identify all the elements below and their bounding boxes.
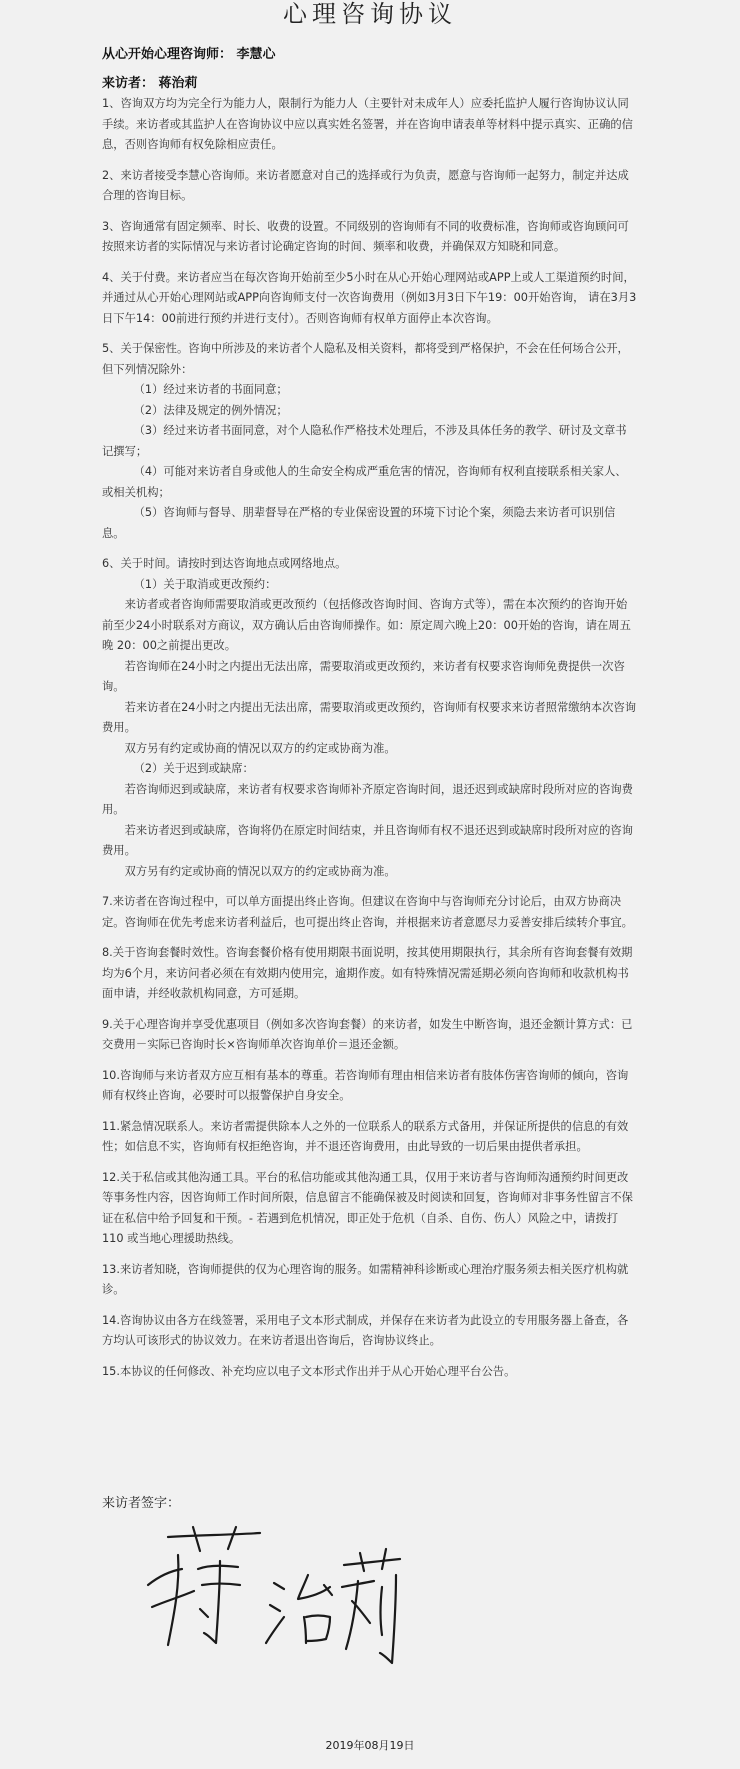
clause-11: 11.紧急情况联系人。来访者需提供除本人之外的一位联系人的联系方式备用，并保证所提供的信息的有效性；如信息不实，咨询师有权拒绝咨询，并不退还咨询费用，由此导致的一切后果由提供者承担。 <box>102 1119 629 1153</box>
clause-5: 5、关于保密性。咨询中所涉及的来访者个人隐私及相关资料，都将受到严格保护，不会在任何场合公开，但下列情况除外： <box>102 342 629 376</box>
clause-5-item: （5）咨询师与督导、朋辈督导在严格的专业保密设置的环境下讨论个案，须隐去来访者可识别信息。 <box>102 506 616 540</box>
clause-12: 12.关于私信或其他沟通工具。平台的私信功能或其他沟通工具，仅用于来访者与咨询师沟通预约时间更改等事务性内容，因咨询师工作时间所限，信息留言不能确保被及时阅读和回复，咨询师对非事务性留言不保证在私信中给予回复和干预。- 若遇到危机情况，即正处于危机（自杀、自伤、伤人）风险之中，请拨打 110 或当地心理援助热线。 <box>102 1170 633 1245</box>
client-line: 来访者： 蒋治莉 <box>102 76 198 91</box>
clause-14: 14.咨询协议由各方在线签署，采用电子文本形式制成，并保存在来访者为此设立的专用服务器上备查，各方均认可该形式的协议效力。在来访者退出咨询后，咨询协议终止。 <box>102 1313 629 1347</box>
clause-7: 7.来访者在咨询过程中，可以单方面提出终止咨询。但建议在咨询中与咨询师充分讨论后，由双方协商决定。咨询师在优先考虑来访者利益后，也可提出终止咨询，并根据来访者意愿尽力妥善安排后续转介事宜。 <box>102 895 633 929</box>
clause-5-item: （3）经过来访者书面同意，对个人隐私作严格技术处理后，不涉及具体任务的教学、研讨及文章书记撰写； <box>102 424 627 458</box>
document-title: 心理咨询协议 <box>283 0 457 28</box>
clause-6-item: （2）关于迟到或缺席： <box>133 762 254 775</box>
clause-2: 2、来访者接受李慧心咨询师。来访者愿意对自己的选择或行为负责，愿意与咨询师一起努力，制定并达成合理的咨询目标。 <box>102 168 629 202</box>
clause-6-item: （1）关于取消或更改预约： <box>133 577 277 591</box>
clause-6-item: 双方另有约定或协商的情况以双方的约定或协商为准。 <box>124 741 396 755</box>
clause-6-item: 来访者或者咨询师需要取消或更改预约（包括修改咨询时间、咨询方式等），需在本次预约的咨询开始前至少24小时联系对方商议，双方确认后由咨询师操作。如：原定周六晚上20：00开始的咨询，请在周五晚 20：00之前提出更改。 <box>102 598 631 652</box>
clause-5-item: （1）经过来访者的书面同意； <box>133 383 288 396</box>
agreement-body <box>102 94 637 1392</box>
clause-5-item: （2）法律及规定的例外情况； <box>133 403 288 417</box>
clause-6-item: 若来访者在24小时之内提出无法出席，需要取消或更改预约，咨询师有权要求来访者照常缴纳本次咨询费用。 <box>102 700 637 734</box>
counselor-line: 从心开始心理咨询师： 李慧心 <box>102 47 276 62</box>
clause-8: 8.关于咨询套餐时效性。咨询套餐价格有使用期限书面说明，按其使用期限执行，其余所有咨询套餐有效期均为6个月，来访问者必须在有效期内使用完，逾期作废。如有特殊情况需延期必须向咨询师和收款机构书面申请，并经收款机构同意，方可延期。 <box>102 946 633 1000</box>
handwritten-signature <box>138 1525 438 1675</box>
clause-6-item: 双方另有约定或协商的情况以双方的约定或协商为准。 <box>124 864 396 878</box>
clause-3: 3、咨询通常有固定频率、时长、收费的设置。不同级别的咨询师有不同的收费标准，咨询师或咨询顾问可按照来访者的实际情况与来访者讨论确定咨询的时间、频率和收费，并确保双方知晓和同意。 <box>102 219 629 253</box>
clause-6-item: 若来访者迟到或缺席，咨询将仍在原定时间结束，并且咨询师有权不退还迟到或缺席时段所对应的咨询费用。 <box>102 823 633 857</box>
clause-1: 1、咨询双方均为完全行为能力人，限制行为能力人（主要针对未成年人）应委托监护人履行咨询协议认同手续。来访者或其监护人在咨询协议中应以真实姓名签署，并在咨询申请表单等材料中提示真实、正确的信息，否则咨询师有权免除相应责任。 <box>102 97 633 151</box>
signing-date: 2019年08月19日 <box>325 1739 415 1752</box>
clause-15: 15.本协议的任何修改、补充均应以电子文本形式作出并于从心开始心理平台公告。 <box>102 1364 516 1378</box>
clause-6: 6、关于时间。请按时到达咨询地点或网络地点。 <box>102 557 347 570</box>
clause-5-item: （4）可能对来访者自身或他人的生命安全构成严重危害的情况，咨询师有权利直接联系相关家人、或相关机构； <box>102 465 627 499</box>
clause-4: 4、关于付费。来访者应当在每次咨询开始前至少5小时在从心开始心理网站或APP上或人工渠道预约时间，并通过从心开始心理网站或APP向咨询师支付一次咨询费用（例如3月3日下午19：00开始咨询， 请在3月3日下午14：00前进行预约并进行支付）。否则咨询师有权单方面停止本次咨询。 <box>102 270 637 325</box>
clause-6-item: 若咨询师迟到或缺席，来访者有权要求咨询师补齐原定咨询时间，退还迟到或缺席时段所对应的咨询费用。 <box>102 782 633 816</box>
clause-13: 13.来访者知晓，咨询师提供的仅为心理咨询的服务。如需精神科诊断或心理治疗服务须去相关医疗机构就诊。 <box>102 1262 629 1296</box>
clause-6-item: 若咨询师在24小时之内提出无法出席，需要取消或更改预约，来访者有权要求咨询师免费提供一次咨询。 <box>102 659 625 693</box>
clause-10: 10.咨询师与来访者双方应互相有基本的尊重。若咨询师有理由相信来访者有肢体伤害咨询师的倾向，咨询师有权终止咨询，必要时可以报警保护自身安全。 <box>102 1068 629 1102</box>
signature-label: 来访者签字： <box>102 1496 181 1511</box>
clause-9: 9.关于心理咨询并享受优惠项目（例如多次咨询套餐）的来访者，如发生中断咨询，退还金额计算方式：已交费用－实际已咨询时长×咨询师单次咨询单价＝退还金额。 <box>102 1017 633 1051</box>
